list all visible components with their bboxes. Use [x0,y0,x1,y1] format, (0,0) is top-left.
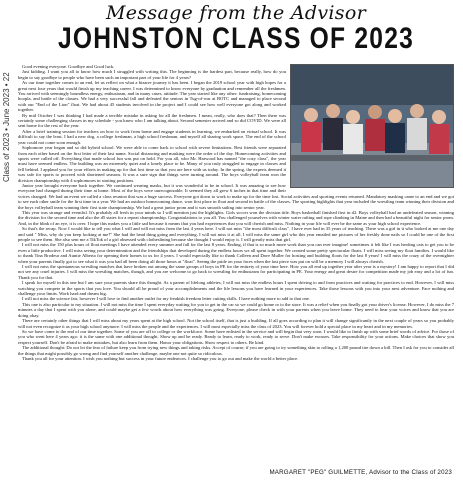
letter-body [18,64,454,361]
article-page [16,0,456,480]
letter-paragraph: By mid October I was thinking I had made a terrible mistake in asking for all the freshmen. I mean, really, who does that? Then there was certainly some challenging classes in my schedule - you know who I am talking about. Second semester arrived and so did COVID. We were all sent home for the rest of the year. [18,112,286,129]
letter-paragraph: There are certainly other things that I will miss about my years spent at the high school. Not the school itself, that is just a building. If all goes according to plan it will change significantly in the next couple of years so you probably will not even recognize it as your high school anymore. I will miss the people and the experiences. I will most especially miss the class of 2023. You will forever hold a special place in my heart and in my memories. [18,318,454,329]
letter-paragraph: So we have come to the end of our time together. Some of you are off to college or the workforce. Some have enlisted in the service and will begin that very soon. I would like to finish up with some brief words of advice. For those of you who went here 4 years ago: it is the same with one additional thought. Show up and be ready. Ready to learn, ready to work, ready to serve. Don't make excuses. Take responsibility for your actions. Make choices that show you respect yourself. Don't be afraid to make mistakes, but also learn from them. Honor your obligations. Show respect to others. Be kind. [18,328,454,345]
page-sidebar [2,0,14,480]
letter-paragraph: Just kidding. I want you all to know how much I struggled with writing this. The beginning is the hardest part, because really, how do you begin to say goodbye to people who have been such an important part of your life for 4 years? [18,69,286,80]
sidebar-issue-label: Class of 2023 • June 2023 • 22 [2,72,11,182]
letter-paragraph: I will not miss the 150 plus hours of float meetings I have attended every summer and fall for the last 8 years. Ending, if that is so much more work than you can ever imagine! sometimes it felt like I was herding cats to get you to be even a little productive. I will miss seeing your determination and the friendships that developed during the endless hours we all spent together. We created some pretty spectacular floats. I will miss seeing my float families. I would like to thank Tina Brodeur and Auntie Alberta for opening their homes to us for 4 years. I would especially like to thank Colleen and Dave Muller for hosting and building floats for the last 8 years! I will miss the crazy of the overnighter when your parents finally got to see what it was you had all been doing all those hours at "float". Seeing the pride on your faces when the last piece was put on will be a memory I will always cherish. [18,242,454,264]
letter-paragraph: This year was strange and eventful. It's probably all fresh in your minds so I will mention just the highlights. Girls soccer won the division title. Boys basketball finished first in d2. Boys volleyball had an undefeated season, winning the division for the second time and also the d5 states for a repeat championship. Congratulations to you all. You challenged yourselves with winter water rafting and rope climbing in Maine and then had a beautiful night for senior prom. And, in the blink of an eye, it is over. I hope this makes you a little sad because it means that you had experiences that you will cherish and miss. Nothing in your life will ever be the same as your high school experience. [18,209,454,226]
class-photo-image [291,65,453,187]
letter-paragraph: I will not miss the spontaneous wrestling matches that have broken out among the same groups of boys in PE for the entirety of your time here. How you all end up together year after year is a mystery! I am happy to report that I did not see any cruel injuries. I will miss the wrestling matches, though, and you are welcome to go back to wrestling for enthusiasm for participating in PE. Your energy and great desire for competition made my job easy and a lot of fun. Thank you for that. [18,264,454,280]
letter-paragraph: Junior year brought everyone back together. We continued wearing masks, but it was wonderful to be in school. It was amazing to see how everyone had changed during their time at home. Most of the boys were unrecognizable. It seemed they all grew 6 inches in that time and their voices changed. We had an event we called a class reunion that was a huge success. Everyone got down to work to make up for the time lost. Social activities and sporting events returned. Mandatory masking came to an end and we got to see each other smile for the first time in a year. We had an outdoor homecoming dance, won first place in float and second in battle of the classes. The sporting highlights that year included the wrestling team winning their division and the boys volleyball team winning their first state championship. We had a great junior prom and it was smooth sailing into senior year. [18,182,454,210]
letter-paragraph: As our time together comes to an end, let us reflect on what a bizarre journey it has been. I began the 2019 school year with high hopes for a great next four years that would finish up my teaching career. I was determined to know everyone by graduation and remember all the freshmen. You arrived with seemingly boundless energy, enthusiasm, and in many cases, attitude. The year started like any other: fundraising, homecoming hoopla, and battle of the classes. We had a very successful fall and defeated the seniors in Tug-of-war at BOTC and managed to place second with our "End of the Lion" float. We had about 45 students involved in the project and I could see how well everyone got along and worked together. [18,80,286,113]
letter-paragraph: Good evening everyone. Goodbye and Good luck. [22,64,115,69]
article-title: JOHNSTON CLASS OF 2023 [57,22,415,55]
letter-paragraph: After a brief training session for teachers on how to work from home and engage students in learning, we embarked on virtual school. It was difficult to say the least. I had a new dog, a college freshman, a high school freshman, and myself all sharing work space. The end of the school year could not come soon enough. [18,128,286,145]
advisor-signature: MARGARET "PEG" GUILMETTE, Advisor to the Class of 2023 [269,469,452,476]
letter-paragraph: Thank you all for your attention. I wish you nothing but success in your future endeavors. I challenge you to go out and make the world a better place. [22,355,299,361]
letter-paragraph: Sophomore year began and so did hybrid school. We were able to come back to school with severe limitations. Best friends were separated from each other based on the first letter of their last name. Social distancing and masking were the order of the day. Homecoming activities and sports were called off. Everything that made school fun was put on hold. For you all, who Mr. Harwood has named "the cozy class", the year must have seemed endless. The building was an extremely quiet and a lonely place to be. Many of you truly struggled to engage in classes and fell behind. I applaud you for your efforts in making up for that lost time so that you are here with us today. In the spring, the experts deemed it was safe for sports to proceed with shortened seasons. It was a sure sign that things were turning around. The boys volleyball team won the division championship with 4 sophomores in starting positions. [18,145,286,183]
letter-paragraph: I will not miss the science fair, however I will love to find another outlet for my freakish freedom letter cutting skills. I have nothing more to add to that one. [22,296,310,302]
letter-paragraph: This one is also particular to my situation. I will not miss the time I spent everyday waiting for you to get in the car so we could go home or to the store. It was a relief when you finally got your driver's license. However, I do miss the 7 minutes a day that I spent with you alone, and could maybe get a few words about how everything was going. Everyone, please check in with your parents when you leave home. They need to hear your voices and know that you are doing okay. [18,301,454,318]
letter-paragraph: So that's the recap. Now I would like to tell you what I will and will not miss from the last 4 years here. I will not miss "the most difficult class". I have ever had in 35 years of teaching. There was a girl in it who looked at me one day and said " Miss, why do you keep looking at me?" She had the head thing going and everything. I will not miss it at all. I will miss the same girl who this year emailed me pictures of her freshly done nails so I could be one of the first people to see them. She also sent me a TikTok of a girl obsessed with clotheslining because she thought I would enjoy it. I will greatly miss that girl. [18,226,454,242]
class-photo [290,64,454,188]
letter-paragraph: The additional thought: Do not let the fear of failure keep you from trying new things and taking risks. Accept of course, if you are going to try something skin to rolling a 1,200 pound tire down a hill. Then I ask for you to consider all the things that might possibly go wrong and find yourself another challenge, maybe one not quite so ridiculous. [18,345,454,356]
letter-paragraph: I speak for myself in this one but I am sure your parents share this thought. As a parent of lifelong athletes, I will not miss the endless hours I spent driving to and from practices and waiting for practices to end. However, I will miss watching you compete in the sports that you love. You should all be proud of your accomplishments and the life lessons you have learned in your experiences. Take those lessons with you into your next adventure. Face nothing and challenge your limits. Work hard and dream big. [18,280,454,297]
article-kicker: Message from the Advisor [106,2,366,24]
